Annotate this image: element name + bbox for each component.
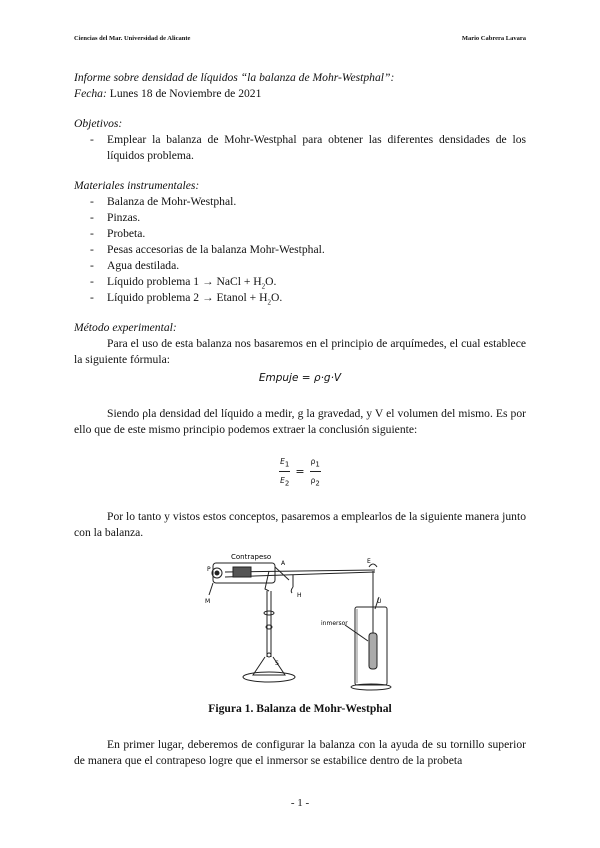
header-right: Mario Cabrera Lavara [461,35,526,42]
den-rho-sub: 2 [315,479,320,488]
buoyancy-formula: Empuje = ρ·g·V [258,372,342,384]
liquid2-text: Líquido problema 2 → Etanol + H [107,291,268,304]
date-value: Lunes 18 de Noviembre de 2021 [106,87,262,100]
material-text: Probeta. [107,227,146,240]
liquid1-subscript: 2 [261,282,266,291]
den-e: E [280,476,285,485]
label-inmersor: inmersor [321,620,348,627]
header-left: Ciencias del Mar. Universidad de Alicante [74,35,191,42]
method-heading: Método experimental: [74,321,177,334]
num-rho-sub: 1 [315,460,320,469]
den-e-sub: 2 [284,479,290,488]
label-m: M [205,598,211,605]
liquid1-text: Líquido problema 1 → NaCl + H [107,275,262,288]
liquid1-suffix: O. [265,275,277,288]
num-e-sub: 1 [284,460,290,469]
objective-text: Emplear la balanza de Mohr-Westphal para obtener las diferentes densidades de los líquidos problema. [107,133,526,162]
materials-heading: Materiales instrumentales: [74,179,200,192]
list-item: - Pinzas. [90,211,141,224]
ratio-formula [74,454,526,489]
liquid2-suffix: O. [270,291,283,304]
list-item: - Líquido problema 2 → Etanol + $H_2O$. [90,291,283,307]
label-a: A [281,560,286,567]
label-e: E [367,558,371,565]
method-paragraph-1: Para el uso de esta balanza nos basaremos en el principio de arquímedes, el cual establece la siguiente fórmula: [74,337,526,366]
fraction-e [279,454,290,489]
label-contrapeso: Contrapeso [231,553,272,561]
figure-caption: Figura 1. Balanza de Mohr-Westphal [208,702,392,715]
den-rho: ρ [310,476,316,485]
list-item: - Emplear la balanza de Mohr-Westphal para obtener las diferentes densidades de los líquidos problema. [90,133,526,162]
report-title: Informe sobre densidad de líquidos “la balanza de Mohr-Westphal”: [74,71,395,84]
label-h: H [297,592,302,599]
num-e: E [280,457,285,466]
material-text: Pinzas. [107,211,141,224]
document-body [74,70,526,769]
material-text: Balanza de Mohr-Westphal. [107,195,237,208]
mohr-westphal-balance-diagram [205,547,395,697]
liquid2-subscript: 2 [267,298,271,307]
material-text: Pesas accesorias de la balanza Mohr-Westphal. [107,243,325,256]
list-item: - Probeta. [90,227,146,240]
list-item: - Balanza de Mohr-Westphal. [90,195,237,208]
equals-sign: = [295,464,305,478]
label-u: U [377,598,382,605]
num-rho: ρ [310,457,316,466]
page-number: - 1 - [290,797,310,809]
fraction-rho [310,454,321,489]
method-paragraph-3: Por lo tanto y vistos estos conceptos, pasaremos a emplearlos de la siguiente manera junto con la balanza. [74,510,526,539]
method-paragraph-2: Siendo ρla densidad del líquido a medir, g la gravedad, y V el volumen del mismo. Es por ello que de este mismo principio podemos extraer la conclusión siguiente: [74,407,526,436]
label-s: S [275,660,279,667]
closing-paragraph: En primer lugar, deberemos de configurar la balanza con la ayuda de su tornillo superior de manera que el contrapeso logre que el inmersor se estabilice dentro de la probeta [74,738,526,767]
report-date [74,86,526,102]
label-p: P [207,566,211,573]
list-item: - Pesas accesorias de la balanza Mohr-Westphal. [90,243,325,256]
objectives-heading: Objetivos: [74,117,123,130]
date-label: Fecha: [74,87,107,100]
list-item: - Agua destilada. [90,259,180,272]
list-item: - Líquido problema 1 → NaCl + $H_2O$. [90,275,277,291]
material-text: Agua destilada. [107,259,180,272]
